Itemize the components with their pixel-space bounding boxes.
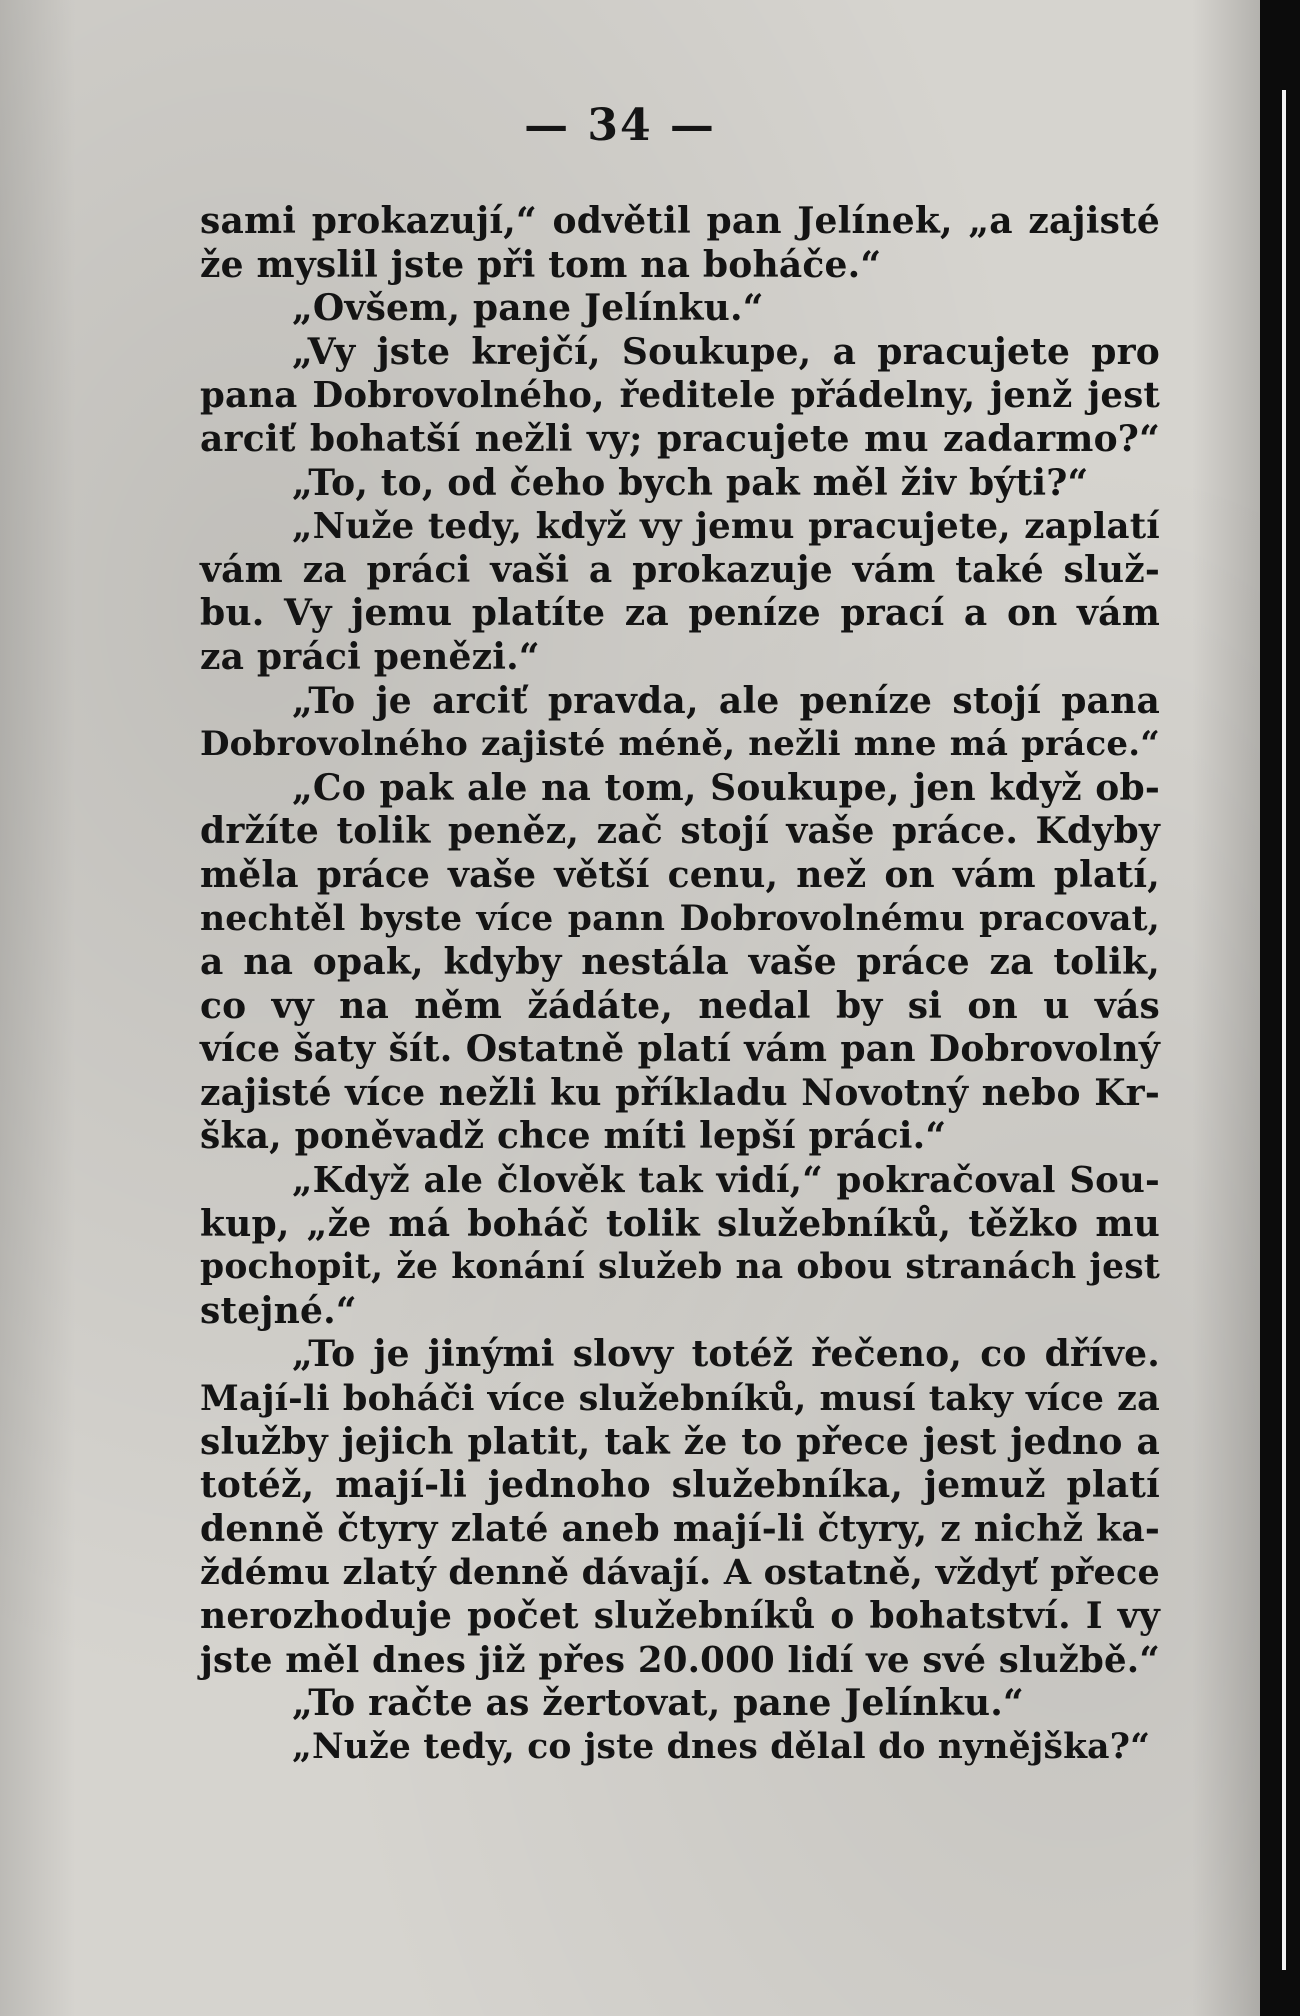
text-line: „Co pak ale na tom, Soukupe, jen když ob- [292, 766, 1160, 809]
text-line: „Když ale člověk tak vidí,“ pokračoval Sou- [292, 1160, 1160, 1202]
text-line: za práci penězi.“ [200, 635, 540, 678]
text-line: držíte tolik peněz, zač stojí vaše práce. Kdyby [200, 810, 1160, 853]
text-line: „Ovšem, pane Jelínku.“ [292, 287, 764, 330]
text-line: jste měl dnes již přes 20.000 lidí ve své službě.“ [200, 1639, 1160, 1681]
text-line: ška, poněvadž chce míti lepší práci.“ [200, 1115, 947, 1158]
text-line: sami prokazují,“ odvětil pan Jelínek, „a zajisté [200, 200, 1160, 242]
text-line: denně čtyry zlaté aneb mají-li čtyry, z nichž ka- [200, 1507, 1160, 1550]
text-line: pochopit, že konání služeb na obou stranách jest [200, 1247, 1160, 1288]
text-line: „Nuže tedy, když vy jemu pracujete, zaplatí [292, 506, 1160, 548]
text-line: pana Dobrovolného, ředitele přádelny, jenž jest [200, 375, 1160, 417]
text-line: nerozhoduje počet služebníků o bohatství. I vy [200, 1595, 1160, 1637]
text-line: „To je jinými slovy totéž řečeno, co dříve. [292, 1333, 1160, 1376]
text-line: měla práce vaše větší cenu, než on vám platí, [200, 853, 1160, 896]
text-line: „To, to, od čeho bych pak měl živ býti?“ [292, 461, 1089, 504]
page-number: — 34 — [524, 100, 716, 151]
text-line: více šaty šít. Ostatně platí vám pan Dobrovolný [200, 1028, 1160, 1071]
text-line: totéž, mají-li jednoho služebníka, jemuž platí [200, 1464, 1160, 1507]
text-line: Dobrovolného zajisté méně, nežli mne má práce.“ [200, 724, 1160, 765]
text-line: kup, „že má boháč tolik služebníků, těžko mu [200, 1202, 1160, 1245]
text-line: „Nuže tedy, co jste dnes dělal do nynějška?“ [292, 1726, 1151, 1767]
text-line: Mají-li boháči více služebníků, musí taky více za [200, 1378, 1160, 1420]
text-line: „To račte as žertovat, pane Jelínku.“ [292, 1682, 1024, 1725]
text-line: zajisté více nežli ku příkladu Novotný nebo Kr- [200, 1071, 1160, 1114]
text-line: bu. Vy jemu platíte za peníze prací a on vám [200, 592, 1160, 635]
text-line: a na opak, kdyby nestála vaše práce za tolik, [200, 941, 1160, 984]
text-line: že myslil jste při tom na boháče.“ [200, 243, 882, 286]
text-line: co vy na něm žádáte, nedal by si on u vás [200, 984, 1160, 1027]
text-line: „To je arciť pravda, ale peníze stojí pana [292, 679, 1160, 722]
binding-edge [1260, 0, 1300, 2016]
text-line: ždému zlatý denně dávají. A ostatně, vždyť přece [200, 1552, 1160, 1594]
body-text [200, 200, 1160, 1769]
text-line: „Vy jste krejčí, Soukupe, a pracujete pro [292, 330, 1160, 373]
text-line: nechtěl byste více pann Dobrovolnému pracovat, [200, 898, 1160, 939]
text-line: služby jejich platit, tak že to přece jest jedno a [200, 1420, 1160, 1463]
text-line: vám za práci vaši a prokazuje vám také služ- [200, 548, 1160, 591]
text-line: stejné.“ [200, 1289, 357, 1332]
text-line: arciť bohatší nežli vy; pracujete mu zadarmo?“ [200, 417, 1160, 460]
binding-line [1282, 90, 1286, 1970]
